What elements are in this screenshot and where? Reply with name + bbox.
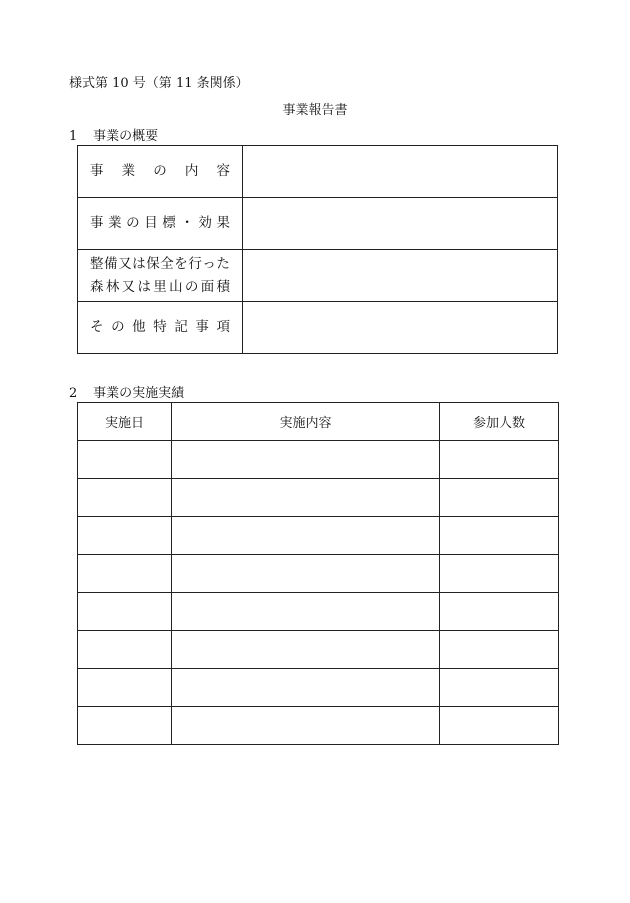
spread-label: そ の 他 特 記 事 項 — [90, 319, 230, 335]
section-1-number: 1 — [69, 129, 78, 144]
section-1-title: 事業の概要 — [93, 129, 159, 144]
content-cell[interactable] — [172, 441, 440, 479]
column-header-content: 実施内容 — [172, 403, 440, 441]
date-cell[interactable] — [78, 517, 172, 555]
content-cell[interactable] — [172, 631, 440, 669]
spread-label: 森 林 又 は 里 山 の 面 積 — [90, 278, 230, 295]
participants-cell[interactable] — [440, 669, 559, 707]
spread-label: 事 業 の 内 容 — [90, 163, 230, 179]
date-cell[interactable] — [78, 669, 172, 707]
table-row — [78, 593, 559, 631]
overview-label-notes — [78, 302, 243, 354]
overview-value-goal[interactable] — [243, 198, 558, 250]
participants-cell[interactable] — [440, 517, 559, 555]
table-row — [78, 441, 559, 479]
section-2-number: 2 — [69, 386, 78, 401]
spread-label: 事 業 の 目 標 ・ 効 果 — [90, 215, 230, 231]
participants-cell[interactable] — [440, 707, 559, 745]
date-cell[interactable] — [78, 555, 172, 593]
table-row — [78, 631, 559, 669]
date-cell[interactable] — [78, 593, 172, 631]
overview-row-content — [78, 146, 558, 198]
participants-cell[interactable] — [440, 441, 559, 479]
records-table — [77, 402, 559, 745]
participants-cell[interactable] — [440, 555, 559, 593]
date-cell[interactable] — [78, 441, 172, 479]
overview-value-content[interactable] — [243, 146, 558, 198]
overview-label-area — [78, 250, 243, 302]
overview-label-content — [78, 146, 243, 198]
table-row — [78, 555, 559, 593]
content-cell[interactable] — [172, 707, 440, 745]
content-cell[interactable] — [172, 555, 440, 593]
form-number: 様式第 10 号（第 11 条関係） — [69, 76, 249, 91]
table-row — [78, 517, 559, 555]
participants-cell[interactable] — [440, 593, 559, 631]
content-cell[interactable] — [172, 517, 440, 555]
content-cell[interactable] — [172, 669, 440, 707]
overview-table — [77, 145, 558, 354]
overview-value-notes[interactable] — [243, 302, 558, 354]
table-row — [78, 669, 559, 707]
table-row — [78, 707, 559, 745]
date-cell[interactable] — [78, 479, 172, 517]
section-2-title: 事業の実施実績 — [93, 386, 185, 401]
content-cell[interactable] — [172, 479, 440, 517]
spread-label: 整 備 又 は 保 全 を 行 っ た — [90, 255, 230, 272]
date-cell[interactable] — [78, 707, 172, 745]
participants-cell[interactable] — [440, 631, 559, 669]
records-header-row — [78, 403, 559, 441]
section-2-heading — [69, 382, 184, 401]
content-cell[interactable] — [172, 593, 440, 631]
document-title: 事業報告書 — [282, 103, 348, 118]
section-1-heading — [69, 125, 158, 144]
table-row — [78, 479, 559, 517]
column-header-participants: 参加人数 — [440, 403, 559, 441]
overview-value-area[interactable] — [243, 250, 558, 302]
overview-row-notes — [78, 302, 558, 354]
date-cell[interactable] — [78, 631, 172, 669]
participants-cell[interactable] — [440, 479, 559, 517]
overview-row-area — [78, 250, 558, 302]
overview-label-goal — [78, 198, 243, 250]
overview-row-goal — [78, 198, 558, 250]
column-header-date: 実施日 — [78, 403, 172, 441]
